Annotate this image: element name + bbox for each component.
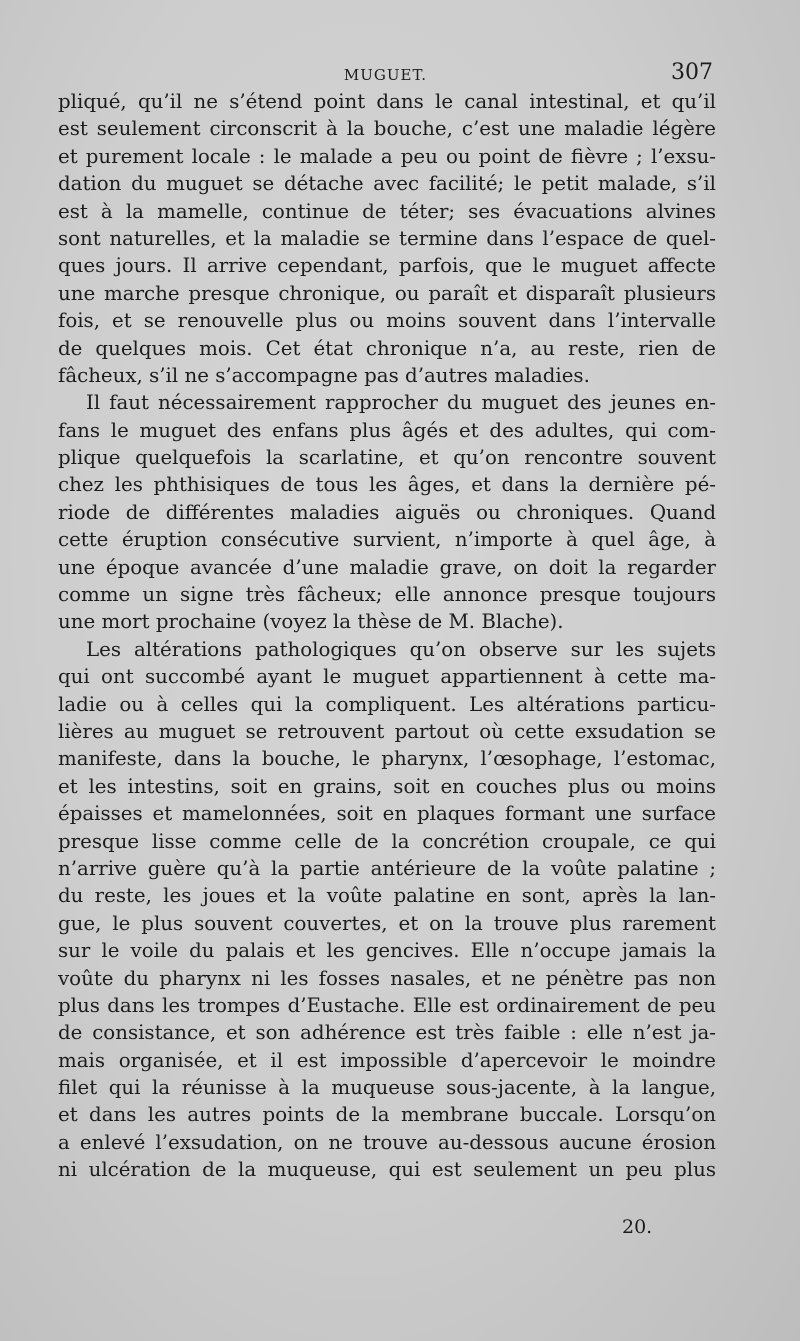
text-line: ladie ou à celles qui la compliquent. Les altérations particu-: [58, 692, 716, 716]
text-line: plique quelquefois la scarlatine, et qu’on rencontre souvent: [58, 446, 716, 470]
text-line: Les altérations pathologiques qu’on observe sur les sujets: [86, 637, 716, 661]
text-line: qui ont succombé ayant le muguet appartiennent à cette ma-: [58, 665, 716, 689]
text-line: et les intestins, soit en grains, soit en couches plus ou moins: [58, 774, 716, 798]
text-line: est à la mamelle, continue de téter; ses évacuations alvines: [58, 199, 716, 223]
text-line: chez les phthisiques de tous les âges, et dans la dernière pé-: [58, 473, 716, 497]
text-line: presque lisse comme celle de la concrétion croupale, ce qui: [58, 829, 716, 853]
text-line: voûte du pharynx ni les fosses nasales, et ne pénètre pas non: [58, 966, 716, 990]
text-line: dation du muguet se détache avec facilité; le petit malade, s’il: [58, 172, 716, 196]
text-line: filet qui la réunisse à la muqueuse sous-jacente, à la langue,: [58, 1076, 716, 1100]
text-line: épaisses et mamelonnées, soit en plaques formant une surface: [58, 802, 716, 826]
text-line: plus dans les trompes d’Eustache. Elle est ordinairement de peu: [58, 993, 716, 1017]
text-line: pliqué, qu’il ne s’étend point dans le canal intestinal, et qu’il: [58, 90, 716, 113]
body-text: [58, 88, 716, 1184]
signature-mark: 20.: [622, 1216, 653, 1238]
text-line: mais organisée, et il est impossible d’apercevoir le moindre: [58, 1048, 716, 1072]
text-line: comme un signe très fâcheux; elle annonce presque toujours: [58, 583, 716, 607]
text-line: n’arrive guère qu’à la partie antérieure de la voûte palatine ;: [58, 856, 716, 880]
text-line: ques jours. Il arrive cependant, parfois, que le muguet affecte: [58, 254, 716, 278]
text-line: ni ulcération de la muqueuse, qui est seulement un peu plus: [58, 1158, 716, 1182]
running-head: [58, 60, 713, 88]
text-line: une mort prochaine (voyez la thèse de M. Blache).: [58, 610, 564, 634]
text-line: sur le voile du palais et les gencives. Elle n’occupe jamais la: [58, 939, 716, 963]
text-line: une époque avancée d’une maladie grave, on doit la regarder: [58, 555, 716, 579]
text-line: cette éruption consécutive survient, n’importe à quel âge, à: [58, 528, 716, 552]
text-line: fois, et se renouvelle plus ou moins souvent dans l’intervalle: [58, 309, 716, 333]
text-line: gue, le plus souvent couvertes, et on la trouve plus rarement: [58, 911, 716, 935]
text-line: une marche presque chronique, ou paraît et disparaît plusieurs: [58, 281, 716, 305]
page-number: 307: [671, 60, 713, 85]
text-line: fâcheux, s’il ne s’accompagne pas d’autres maladies.: [58, 363, 590, 387]
text-line: est seulement circonscrit à la bouche, c’est une maladie légère: [58, 117, 716, 141]
text-line: riode de différentes maladies aiguës ou chroniques. Quand: [58, 500, 716, 524]
text-line: de quelques mois. Cet état chronique n’a, au reste, rien de: [58, 336, 716, 360]
text-line: sont naturelles, et la maladie se termine dans l’espace de quel-: [58, 226, 716, 250]
text-line: Il faut nécessairement rapprocher du muguet des jeunes en-: [86, 391, 716, 415]
text-line: fans le muguet des enfans plus âgés et des adultes, qui com-: [58, 418, 716, 442]
text-line: et dans les autres points de la membrane buccale. Lorsqu’on: [58, 1103, 716, 1127]
text-line: de consistance, et son adhérence est très faible : elle n’est ja-: [58, 1021, 716, 1045]
text-line: et purement locale : le malade a peu ou point de fièvre ; l’exsu-: [58, 144, 716, 168]
running-title: MUGUET.: [343, 66, 428, 84]
text-line: lières au muguet se retrouvent partout où cette exsudation se: [58, 719, 716, 743]
text-line: manifeste, dans la bouche, le pharynx, l’œsophage, l’estomac,: [58, 747, 716, 771]
text-line: a enlevé l’exsudation, on ne trouve au-dessous aucune érosion: [58, 1130, 716, 1154]
text-line: du reste, les joues et la voûte palatine en sont, après la lan-: [58, 884, 716, 908]
